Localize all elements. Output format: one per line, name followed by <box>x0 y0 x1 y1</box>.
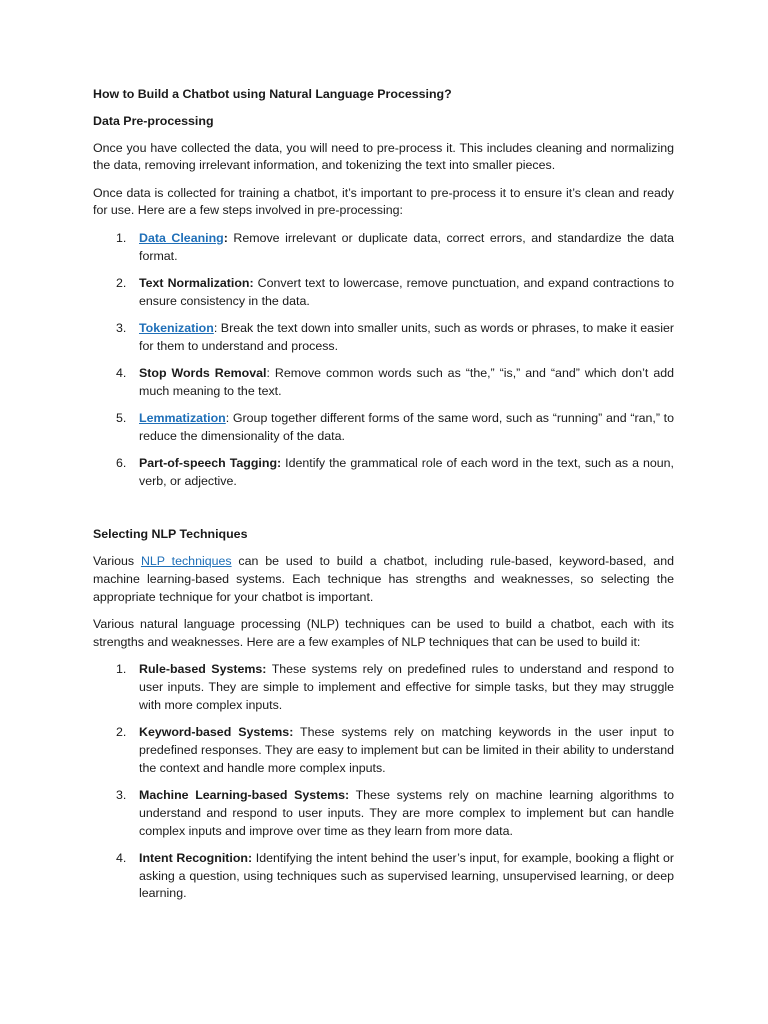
list-number: 5. <box>116 411 127 426</box>
intro-text-after: can be used to build a chatbot, including rule-based, keyword-based, and machine learning-based systems. Each technique has strengths and weaknesses, so selecting the appropriate technique for your chatbot is important. <box>93 554 674 604</box>
list-item <box>93 787 674 840</box>
list-item-term: Stop Words Removal <box>139 366 267 381</box>
list-item-text: Identifying the intent behind the user’s input, for example, booking a flight or asking a question, using techniques such as supervised learning, unsupervised learning, or deep learning. <box>139 850 674 901</box>
nlp-techniques-link[interactable]: NLP techniques <box>140 554 232 569</box>
paragraph: Once you have collected the data, you will need to pre-process it. This includes cleaning and normalizing the data, removing irrelevant information, and tokenizing the text into smaller pieces. <box>93 140 674 173</box>
preprocessing-steps-list <box>93 230 674 491</box>
list-number: 4. <box>116 366 127 381</box>
list-item-text: Convert text to lowercase, remove punctuation, and expand contractions to ensure consistency in the data. <box>139 275 674 308</box>
list-item-text: Group together different forms of the same word, such as “running” and “ran,” to reduce the dimensionality of the data. <box>139 411 674 443</box>
list-number: 2. <box>116 275 127 290</box>
list-item-text: Remove irrelevant or duplicate data, correct errors, and standardize the data format. <box>139 230 674 263</box>
list-item-term: Text Normalization: <box>139 275 254 290</box>
list-item <box>93 410 674 446</box>
section-heading-data-preprocessing: Data Pre-processing <box>93 113 214 128</box>
nlp-techniques-list <box>93 661 674 903</box>
paragraph <box>93 553 674 606</box>
term-separator: : <box>213 320 218 335</box>
document-page <box>93 86 674 913</box>
list-item <box>93 230 674 266</box>
section-nlp-techniques <box>93 526 674 903</box>
tokenization-link[interactable]: Tokenization <box>139 320 214 335</box>
list-item-text: These systems rely on machine learning algorithms to understand and respond to user inputs. They are more complex to implement but can handle complex inputs and improve over time as they learn from more data. <box>139 787 674 838</box>
list-item-term: Rule-based Systems: <box>139 662 267 677</box>
list-number: 1. <box>116 662 127 677</box>
intro-text-before: Various <box>93 554 141 569</box>
term-separator: : <box>223 230 228 245</box>
list-item <box>93 320 674 356</box>
list-item-term: Machine Learning-based Systems: <box>139 787 350 802</box>
list-item <box>93 365 674 401</box>
list-item-text: These systems rely on predefined rules to understand and respond to user inputs. They are simple to implement and effective for simple tasks, but they may struggle with more complex inputs. <box>139 662 674 712</box>
list-item <box>93 661 674 714</box>
list-item-term: Intent Recognition: <box>139 850 253 865</box>
section-spacer <box>93 500 674 526</box>
lemmatization-link[interactable]: Lemmatization <box>139 411 226 426</box>
document-title: How to Build a Chatbot using Natural Language Processing? <box>93 87 452 101</box>
paragraph: Various natural language processing (NLP) techniques can be used to build a chatbot, each with its strengths and weaknesses. Here are a few examples of NLP techniques that can be used to build it: <box>93 617 674 649</box>
list-item-text: Remove common words such as “the,” “is,” and “and” which don’t add much meaning to the text. <box>139 366 675 398</box>
data-cleaning-link[interactable]: Data Cleaning <box>139 230 224 245</box>
list-item <box>93 850 674 903</box>
list-number: 3. <box>116 787 127 802</box>
list-item-term: Keyword-based Systems: <box>139 725 294 740</box>
list-number: 4. <box>116 850 127 865</box>
list-item <box>93 724 674 777</box>
list-item <box>93 275 674 311</box>
list-number: 1. <box>116 230 127 245</box>
list-item-text: These systems rely on matching keywords in the user input to predefined responses. They are easy to implement but can be limited in their ability to understand the context and handle more complex inputs. <box>139 725 674 775</box>
term-separator: : <box>266 366 270 381</box>
list-number: 6. <box>116 456 127 471</box>
list-number: 3. <box>116 320 127 335</box>
term-separator: : <box>225 411 230 426</box>
section-heading-selecting-nlp: Selecting NLP Techniques <box>93 527 248 542</box>
list-item-text: Identify the grammatical role of each word in the text, such as a noun, verb, or adjective. <box>139 456 674 489</box>
paragraph: Once data is collected for training a chatbot, it’s important to pre-process it to ensure it’s clean and ready for use. Here are a few steps involved in pre-processing: <box>93 185 674 218</box>
list-item <box>93 455 674 491</box>
list-item-text: Break the text down into smaller units, such as words or phrases, to make it easier for them to understand and process. <box>139 320 674 353</box>
list-item-term: Part-of-speech Tagging: <box>139 456 282 471</box>
list-number: 2. <box>116 725 127 740</box>
